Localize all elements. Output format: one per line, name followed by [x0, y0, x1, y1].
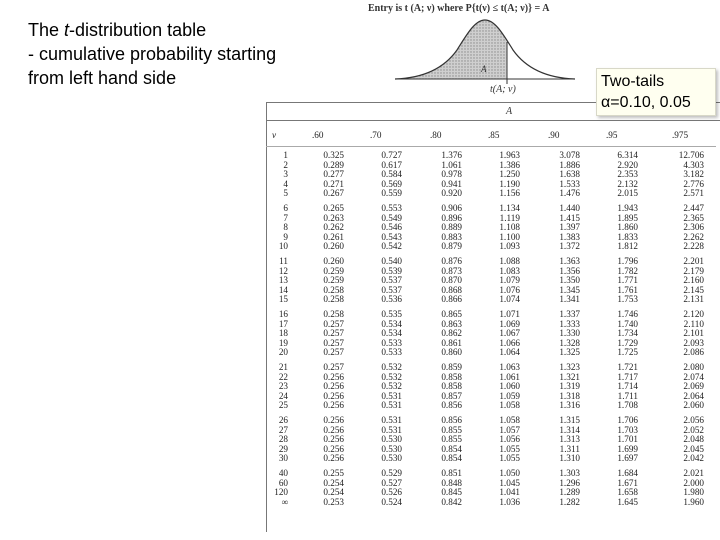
table-row-nu: 13	[278, 275, 288, 286]
table-cell: 1.796	[617, 256, 638, 266]
table-cell: 0.534	[381, 318, 402, 329]
table-cell: 0.978	[441, 169, 462, 180]
table-cell: 0.256	[323, 371, 344, 382]
table-cell: 1.699	[617, 443, 638, 454]
table-cell: 2.201	[683, 256, 704, 266]
table-cell: 1.108	[499, 222, 520, 233]
table-cell: 0.256	[323, 434, 344, 445]
title-line-1	[28, 18, 318, 42]
table-cell: 1.190	[499, 178, 520, 189]
table-row-nu: 60	[278, 477, 288, 488]
table-cell: 0.530	[381, 443, 402, 454]
table-cell: 1.250	[499, 169, 520, 180]
table-cell: 1.746	[617, 309, 638, 319]
table-cell: 1.056	[499, 434, 520, 445]
table-cell: 1.315	[559, 415, 580, 425]
table-row-nu: ∞	[281, 496, 288, 507]
table-row-nu: 27	[278, 424, 288, 435]
table-cell: 0.858	[441, 371, 462, 382]
table-cell: 0.262	[323, 222, 344, 233]
table-cell: 1.701	[617, 434, 638, 445]
table-cell: 1.055	[499, 443, 520, 454]
table-cell: 2.920	[617, 159, 638, 170]
table-cell: 0.856	[441, 415, 462, 425]
table-cell: 0.617	[381, 159, 402, 170]
table-cell: 0.542	[381, 241, 402, 252]
table-cell: 1.860	[617, 222, 638, 233]
table-cell: 2.074	[683, 371, 704, 382]
table-cell: 0.533	[381, 337, 402, 348]
table-cell: 1.734	[617, 328, 638, 339]
table-cell: 0.857	[441, 390, 462, 401]
table-cell: 1.316	[559, 400, 580, 411]
table-cell: 1.383	[559, 231, 580, 242]
table-cell: 1.055	[499, 453, 520, 464]
table-cell: 0.271	[323, 178, 344, 189]
table-cell: 2.086	[683, 347, 704, 358]
table-cell: 1.063	[499, 362, 520, 372]
table-cell: 2.132	[617, 178, 638, 189]
table-cell: 1.100	[499, 231, 520, 242]
table-cell: 2.447	[683, 203, 704, 213]
table-cell: 0.858	[441, 381, 462, 392]
table-cell: 1.066	[499, 337, 520, 348]
table-row-nu: 19	[278, 337, 288, 348]
table-cell: 0.260	[323, 241, 344, 252]
table-cell: 4.303	[683, 159, 704, 170]
table-cell: 2.110	[683, 318, 704, 329]
table-cell: 1.963	[499, 150, 520, 160]
table-cell: 0.863	[441, 318, 462, 329]
table-cell: 1.323	[559, 362, 580, 372]
table-cell: 0.253	[323, 496, 344, 507]
table-cell: 1.714	[617, 381, 638, 392]
table-row-nu: 15	[278, 294, 288, 305]
table-cell: 12.706	[678, 150, 704, 160]
table-cell: 0.889	[441, 222, 462, 233]
table-cell: 0.848	[441, 477, 462, 488]
table-cell: 1.684	[617, 468, 638, 478]
table-cell: 1.337	[559, 309, 580, 319]
table-cell: 1.156	[499, 188, 520, 199]
table-row-nu: 25	[278, 400, 288, 411]
column-header: .90	[548, 130, 560, 140]
table-cell: 0.727	[381, 150, 402, 160]
table-row-nu: 4	[283, 178, 288, 189]
table-row-nu: 26	[278, 415, 288, 425]
table-cell: 1.058	[499, 400, 520, 411]
column-header: .975	[672, 130, 689, 140]
table-cell: 1.074	[499, 294, 520, 305]
table-cell: 1.119	[499, 212, 520, 223]
title-t-italic: t	[64, 20, 70, 40]
table-row-nu: 23	[278, 381, 288, 392]
table-cell: 0.868	[441, 284, 462, 295]
table-cell: 0.258	[323, 309, 344, 319]
slide-title	[28, 18, 318, 90]
table-cell: 0.531	[381, 400, 402, 411]
table-row-nu: 9	[283, 231, 288, 242]
table-cell: 1.782	[617, 265, 638, 276]
table-row-nu: 11	[279, 256, 288, 266]
table-cell: 1.386	[499, 159, 520, 170]
table-cell: 0.289	[323, 159, 344, 170]
table-cell: 1.721	[617, 362, 638, 372]
table-cell: 1.330	[559, 328, 580, 339]
table-row-nu: 8	[283, 222, 288, 233]
table-cell: 0.876	[441, 256, 462, 266]
table-cell: 0.906	[441, 203, 462, 213]
table-cell: 1.079	[499, 275, 520, 286]
table-row-nu: 10	[278, 241, 288, 252]
table-cell: 1.333	[559, 318, 580, 329]
table-cell: 1.134	[499, 203, 520, 213]
table-cell: 0.526	[381, 487, 402, 498]
table-cell: 1.833	[617, 231, 638, 242]
table-cell: 1.310	[559, 453, 580, 464]
table-cell: 0.255	[323, 468, 344, 478]
table-cell: 2.120	[683, 309, 704, 319]
table-cell: 6.314	[617, 150, 638, 160]
title-text-rest: -distribution table	[69, 20, 207, 40]
table-cell: 0.539	[381, 265, 402, 276]
table-cell: 0.267	[323, 188, 344, 199]
table-cell: 0.862	[441, 328, 462, 339]
table-cell: 2.131	[683, 294, 704, 305]
table-cell: 0.883	[441, 231, 462, 242]
table-cell: 0.534	[381, 328, 402, 339]
column-header: .60	[312, 130, 324, 140]
table-cell: 2.080	[683, 362, 704, 372]
table-cell: 0.854	[441, 453, 462, 464]
table-cell: 2.776	[683, 178, 704, 189]
table-cell: 0.532	[381, 362, 402, 372]
table-cell: 0.325	[323, 150, 344, 160]
table-cell: 2.179	[683, 265, 704, 276]
table-cell: 1.319	[559, 381, 580, 392]
table-cell: 2.101	[683, 328, 704, 339]
table-cell: 1.069	[499, 318, 520, 329]
table-cell: 0.532	[381, 381, 402, 392]
table-cell: 0.265	[323, 203, 344, 213]
table-row-nu: 17	[278, 318, 288, 329]
table-cell: 0.537	[381, 275, 402, 286]
table-row-nu: 18	[278, 328, 288, 339]
two-tails-callout	[596, 68, 716, 116]
table-cell: 0.553	[381, 203, 402, 213]
table-cell: 0.254	[323, 487, 344, 498]
table-cell: 0.860	[441, 347, 462, 358]
column-header: .85	[488, 130, 500, 140]
table-cell: 1.476	[559, 188, 580, 199]
table-row-nu: 3	[283, 169, 288, 180]
table-row-nu: 22	[278, 371, 288, 382]
area-label: A	[481, 64, 487, 74]
table-row-nu: 30	[278, 453, 288, 464]
table-cell: 0.260	[323, 256, 344, 266]
shaded-area	[395, 20, 507, 79]
table-cell: 0.530	[381, 434, 402, 445]
table-cell: 1.638	[559, 169, 580, 180]
table-cell: 1.980	[683, 487, 704, 498]
table-cell: 0.257	[323, 328, 344, 339]
table-cell: 0.277	[323, 169, 344, 180]
table-cell: 1.064	[499, 347, 520, 358]
table-cell: 1.895	[617, 212, 638, 223]
table-cell: 0.257	[323, 362, 344, 372]
table-cell: 2.000	[683, 477, 704, 488]
table-row-nu: 20	[278, 347, 288, 358]
nu-header: ν	[272, 130, 277, 140]
table-cell: 1.076	[499, 284, 520, 295]
table-cell: 1.729	[617, 337, 638, 348]
table-cell: 1.415	[559, 212, 580, 223]
table-cell: 0.257	[323, 318, 344, 329]
table-cell: 2.353	[617, 169, 638, 180]
table-cell: 2.571	[683, 188, 704, 199]
table-cell: 0.920	[441, 188, 462, 199]
table-cell: 0.546	[381, 222, 402, 233]
column-header: .80	[430, 130, 442, 140]
table-cell: 1.067	[499, 328, 520, 339]
table-cell: 2.160	[683, 275, 704, 286]
table-cell: 0.256	[323, 443, 344, 454]
table-cell: 0.861	[441, 337, 462, 348]
table-cell: 2.262	[683, 231, 704, 242]
table-cell: 0.258	[323, 284, 344, 295]
table-cell: 1.645	[617, 496, 638, 507]
table-cell: 0.529	[381, 468, 402, 478]
table-cell: 1.328	[559, 337, 580, 348]
table-cell: 0.257	[323, 347, 344, 358]
table-cell: 0.536	[381, 294, 402, 305]
table-cell: 1.341	[559, 294, 580, 305]
table-cell: 1.725	[617, 347, 638, 358]
table-cell: 0.870	[441, 275, 462, 286]
frame-header-rule	[266, 120, 720, 121]
column-header: .95	[606, 130, 618, 140]
table-cell: 1.376	[441, 150, 462, 160]
table-cell: 0.854	[441, 443, 462, 454]
table-cell: 2.093	[683, 337, 704, 348]
table-cell: 2.015	[617, 188, 638, 199]
table-cell: 1.886	[559, 159, 580, 170]
table-cell: 1.440	[559, 203, 580, 213]
table-cell: 1.325	[559, 347, 580, 358]
table-cell: 1.296	[559, 477, 580, 488]
distribution-curve-figure	[395, 12, 575, 87]
table-cell: 0.866	[441, 294, 462, 305]
table-cell: 1.318	[559, 390, 580, 401]
table-cell: 0.865	[441, 309, 462, 319]
table-cell: 1.812	[617, 241, 638, 252]
table-cell: 0.263	[323, 212, 344, 223]
table-cell: 0.259	[323, 265, 344, 276]
table-cell: 1.060	[499, 381, 520, 392]
t-label: t(A; ν)	[490, 84, 516, 95]
table-cell: 2.069	[683, 381, 704, 392]
table-cell: 2.365	[683, 212, 704, 223]
table-cell: 0.524	[381, 496, 402, 507]
title-line-2: - cumulative probability starting	[28, 44, 277, 64]
table-cell: 0.559	[381, 188, 402, 199]
table-cell: 1.058	[499, 415, 520, 425]
table-cell: 1.397	[559, 222, 580, 233]
table-cell: 1.356	[559, 265, 580, 276]
table-cell: 1.697	[617, 453, 638, 464]
column-header: .70	[370, 130, 382, 140]
table-cell: 0.543	[381, 231, 402, 242]
table-cell: 0.530	[381, 453, 402, 464]
table-cell: 0.257	[323, 337, 344, 348]
table-cell: 2.045	[683, 443, 704, 454]
table-cell: 1.321	[559, 371, 580, 382]
table-cell: 0.549	[381, 212, 402, 223]
table-row-nu: 14	[278, 284, 288, 295]
table-cell: 0.896	[441, 212, 462, 223]
table-cell: 0.527	[381, 477, 402, 488]
table-cell: 0.856	[441, 400, 462, 411]
table-cell: 0.535	[381, 309, 402, 319]
table-cell: 0.845	[441, 487, 462, 498]
table-cell: 1.313	[559, 434, 580, 445]
table-cell: 1.050	[499, 468, 520, 478]
table-cell: 1.093	[499, 241, 520, 252]
table-cell: 1.345	[559, 284, 580, 295]
table-cell: 2.306	[683, 222, 704, 233]
table-cell: 0.842	[441, 496, 462, 507]
table-cell: 0.855	[441, 434, 462, 445]
table-row-nu: 1	[283, 150, 288, 160]
table-cell: 1.061	[499, 371, 520, 382]
table-cell: 0.531	[381, 424, 402, 435]
table-cell: 2.228	[683, 241, 704, 252]
table-cell: 1.057	[499, 424, 520, 435]
table-cell: 1.717	[617, 371, 638, 382]
table-row-nu: 24	[278, 390, 288, 401]
table-cell: 1.314	[559, 424, 580, 435]
title-text: The	[28, 20, 65, 40]
table-cell: 1.282	[559, 496, 580, 507]
table-cell: 1.083	[499, 265, 520, 276]
table-row-nu: 120	[274, 487, 288, 498]
table-cell: 3.078	[559, 150, 580, 160]
table-row-nu: 7	[283, 212, 288, 223]
table-cell: 1.703	[617, 424, 638, 435]
table-cell: 0.256	[323, 415, 344, 425]
table-cell: 1.753	[617, 294, 638, 305]
table-cell: 3.182	[683, 169, 704, 180]
table-cell: 1.059	[499, 390, 520, 401]
table-cell: 1.740	[617, 318, 638, 329]
table-cell: 0.941	[441, 178, 462, 189]
table-cell: 1.943	[617, 203, 638, 213]
column-group-label: A	[506, 106, 513, 117]
table-cell: 1.045	[499, 477, 520, 488]
table-row-nu: 2	[283, 159, 288, 170]
table-cell: 1.372	[559, 241, 580, 252]
table-cell: 0.256	[323, 453, 344, 464]
table-cell: 1.289	[559, 487, 580, 498]
table-cell: 1.071	[499, 309, 520, 319]
table-cell: 1.533	[559, 178, 580, 189]
table-cell: 1.761	[617, 284, 638, 295]
table-cell: 0.537	[381, 284, 402, 295]
table-cell: 0.533	[381, 347, 402, 358]
table-cell: 1.036	[499, 496, 520, 507]
table-cell: 0.256	[323, 400, 344, 411]
table-cell: 0.540	[381, 256, 402, 266]
table-row-nu: 29	[278, 443, 288, 454]
table-header-separator	[266, 146, 716, 147]
table-row-nu: 6	[283, 203, 288, 213]
table-cell: 0.531	[381, 415, 402, 425]
table-cell: 1.711	[617, 390, 638, 401]
table-cell: 1.061	[441, 159, 462, 170]
table-cell: 0.879	[441, 241, 462, 252]
table-row-nu: 40	[278, 468, 288, 478]
table-row-nu: 5	[283, 188, 288, 199]
table-cell: 1.708	[617, 400, 638, 411]
table-cell: 2.052	[683, 424, 704, 435]
table-cell: 2.056	[683, 415, 704, 425]
table-cell: 2.060	[683, 400, 704, 411]
table-cell: 0.855	[441, 424, 462, 435]
table-cell: 1.671	[617, 477, 638, 488]
table-row-nu: 28	[278, 434, 288, 445]
table-cell: 0.569	[381, 178, 402, 189]
table-cell: 1.350	[559, 275, 580, 286]
table-cell: 1.303	[559, 468, 580, 478]
table-cell: 2.145	[683, 284, 704, 295]
table-cell: 0.859	[441, 362, 462, 372]
table-cell: 2.048	[683, 434, 704, 445]
table-cell: 0.532	[381, 371, 402, 382]
entry-caption: Entry is t (A; ν) where P{t(ν) ≤ t(A; ν)} = A	[368, 3, 550, 14]
table-cell: 1.658	[617, 487, 638, 498]
table-cell: 2.042	[683, 453, 704, 464]
table-cell: 0.256	[323, 424, 344, 435]
table-row-nu: 16	[278, 309, 288, 319]
table-cell: 1.960	[683, 496, 704, 507]
table-cell: 0.254	[323, 477, 344, 488]
table-cell: 2.021	[683, 468, 704, 478]
table-cell: 0.258	[323, 294, 344, 305]
table-cell: 0.531	[381, 390, 402, 401]
table-cell: 1.041	[499, 487, 520, 498]
title-line-3: from left hand side	[28, 68, 177, 88]
table-cell: 0.873	[441, 265, 462, 276]
table-cell: 1.363	[559, 256, 580, 266]
table-row-nu: 21	[278, 362, 288, 372]
table-cell: 0.259	[323, 275, 344, 286]
table-cell: 0.584	[381, 169, 402, 180]
table-cell: 1.088	[499, 256, 520, 266]
table-cell: 0.256	[323, 381, 344, 392]
table-cell: 2.064	[683, 390, 704, 401]
table-cell: 0.851	[441, 468, 462, 478]
callout-line-2: α=0.10, 0.05	[601, 94, 691, 111]
table-cell: 1.706	[617, 415, 638, 425]
table-cell: 1.311	[559, 443, 580, 454]
table-row-nu: 12	[278, 265, 288, 276]
callout-line-1: Two-tails	[601, 73, 665, 90]
table-cell: 0.256	[323, 390, 344, 401]
table-cell: 1.771	[617, 275, 638, 286]
table-cell: 0.261	[323, 231, 344, 242]
